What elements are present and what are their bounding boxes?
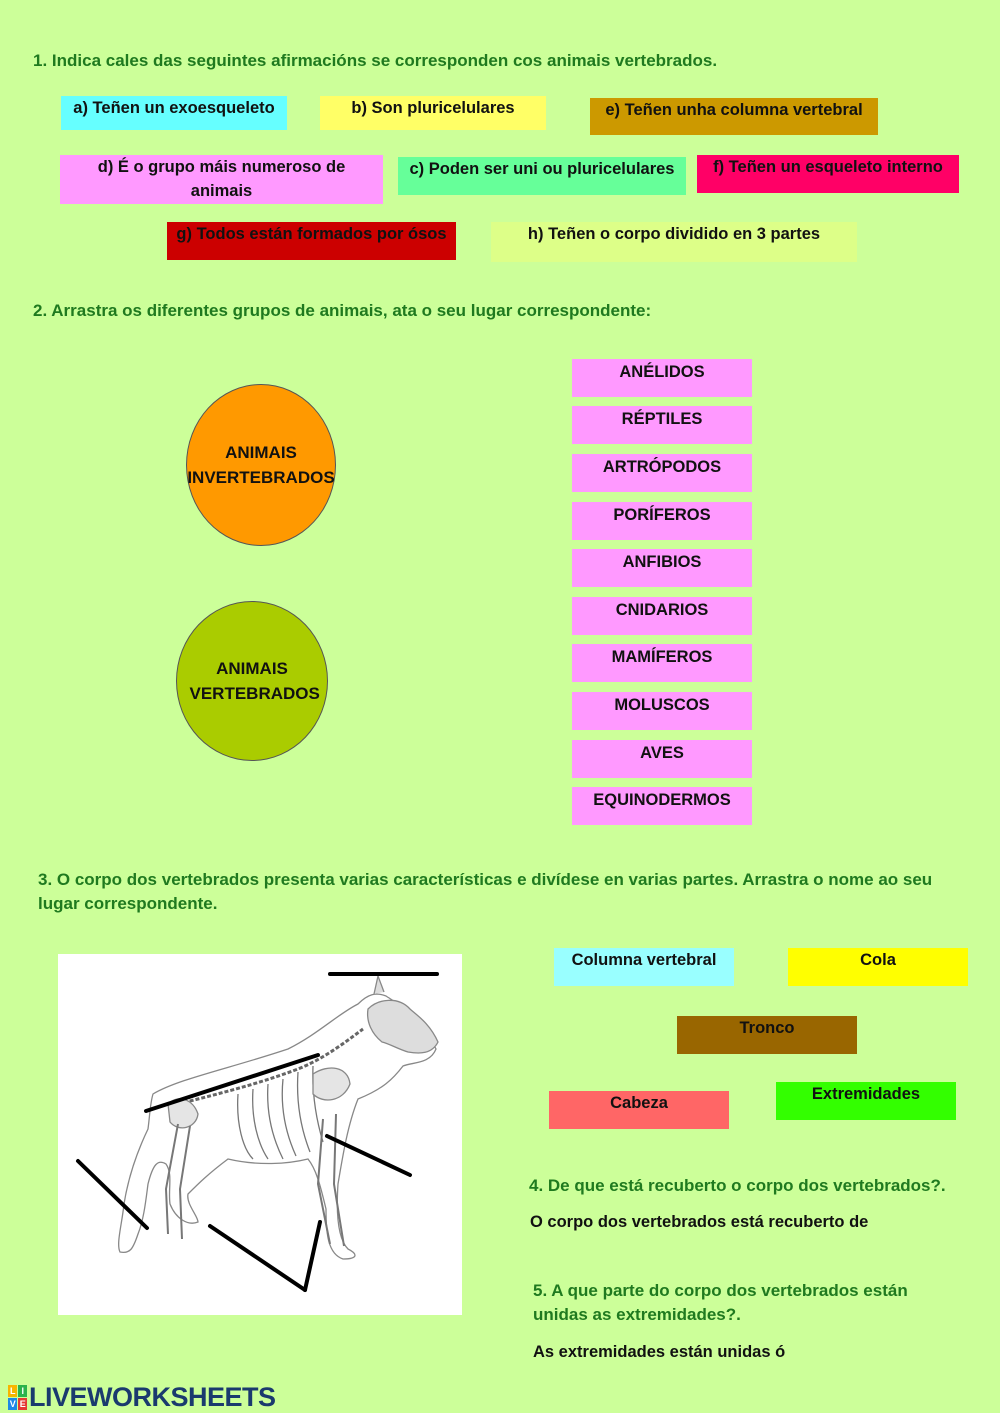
- group-moluscos[interactable]: MOLUSCOS: [572, 692, 752, 730]
- footer-logo: [8, 1382, 276, 1413]
- q5-answer-prefix: As extremidades están unidas ó: [533, 1343, 786, 1361]
- group-anelidos[interactable]: ANÉLIDOS: [572, 359, 752, 397]
- group-mamiferos[interactable]: MAMÍFEROS: [572, 644, 752, 682]
- q5-title: 5. A que parte do corpo dos vertebrados están unidas as extremidades?.: [533, 1281, 908, 1324]
- dog-skeleton-image: [58, 954, 462, 1315]
- q1-option-d[interactable]: d) É o grupo máis numeroso de animais: [60, 155, 383, 204]
- part-tronco[interactable]: Tronco: [677, 1016, 857, 1054]
- q1-option-g[interactable]: g) Todos están formados por ósos: [167, 222, 456, 260]
- q4-answer-prefix: O corpo dos vertebrados está recuberto de: [530, 1213, 869, 1231]
- footer-brand: LIVEWORKSHEETS: [29, 1382, 276, 1412]
- liveworksheets-logo-icon: L I V E: [9, 1386, 26, 1409]
- group-reptiles[interactable]: RÉPTILES: [572, 406, 752, 444]
- q1-option-f[interactable]: f) Teñen un esqueleto interno: [697, 155, 959, 193]
- target-invertebrates[interactable]: ANIMAIS INVERTEBRADOS: [186, 384, 336, 546]
- q1-title: 1. Indica cales das seguintes afirmacións se corresponden cos animais vertebrados.: [33, 51, 718, 70]
- part-columna-vertebral[interactable]: Columna vertebral: [554, 948, 734, 986]
- q3-title: 3. O corpo dos vertebrados presenta varias características e divídese en varias partes. Arrastra o nome ao seu lugar correspondente.: [38, 870, 933, 913]
- part-cola[interactable]: Cola: [788, 948, 968, 986]
- group-cnidarios[interactable]: CNIDARIOS: [572, 597, 752, 635]
- group-aves[interactable]: AVES: [572, 740, 752, 778]
- group-poriferos[interactable]: PORÍFEROS: [572, 502, 752, 540]
- q1-option-b[interactable]: b) Son pluricelulares: [320, 96, 546, 130]
- q1-option-c[interactable]: c) Poden ser uni ou pluricelulares: [398, 157, 686, 195]
- target-vertebrates[interactable]: ANIMAIS VERTEBRADOS: [176, 601, 328, 761]
- part-extremidades[interactable]: Extremidades: [776, 1082, 956, 1120]
- q1-option-h[interactable]: h) Teñen o corpo dividido en 3 partes: [491, 222, 857, 262]
- group-anfibios[interactable]: ANFIBIOS: [572, 549, 752, 587]
- q1-option-e[interactable]: e) Teñen unha columna vertebral: [590, 98, 878, 135]
- q2-title: 2. Arrastra os diferentes grupos de animais, ata o seu lugar correspondente:: [33, 301, 652, 320]
- dog-skeleton-icon: [58, 954, 462, 1315]
- q1-option-a[interactable]: a) Teñen un exoesqueleto: [61, 96, 287, 130]
- part-cabeza[interactable]: Cabeza: [549, 1091, 729, 1129]
- q4-title: 4. De que está recuberto o corpo dos vertebrados?.: [529, 1176, 946, 1195]
- group-artropodos[interactable]: ARTRÓPODOS: [572, 454, 752, 492]
- group-equinodermos[interactable]: EQUINODERMOS: [572, 787, 752, 825]
